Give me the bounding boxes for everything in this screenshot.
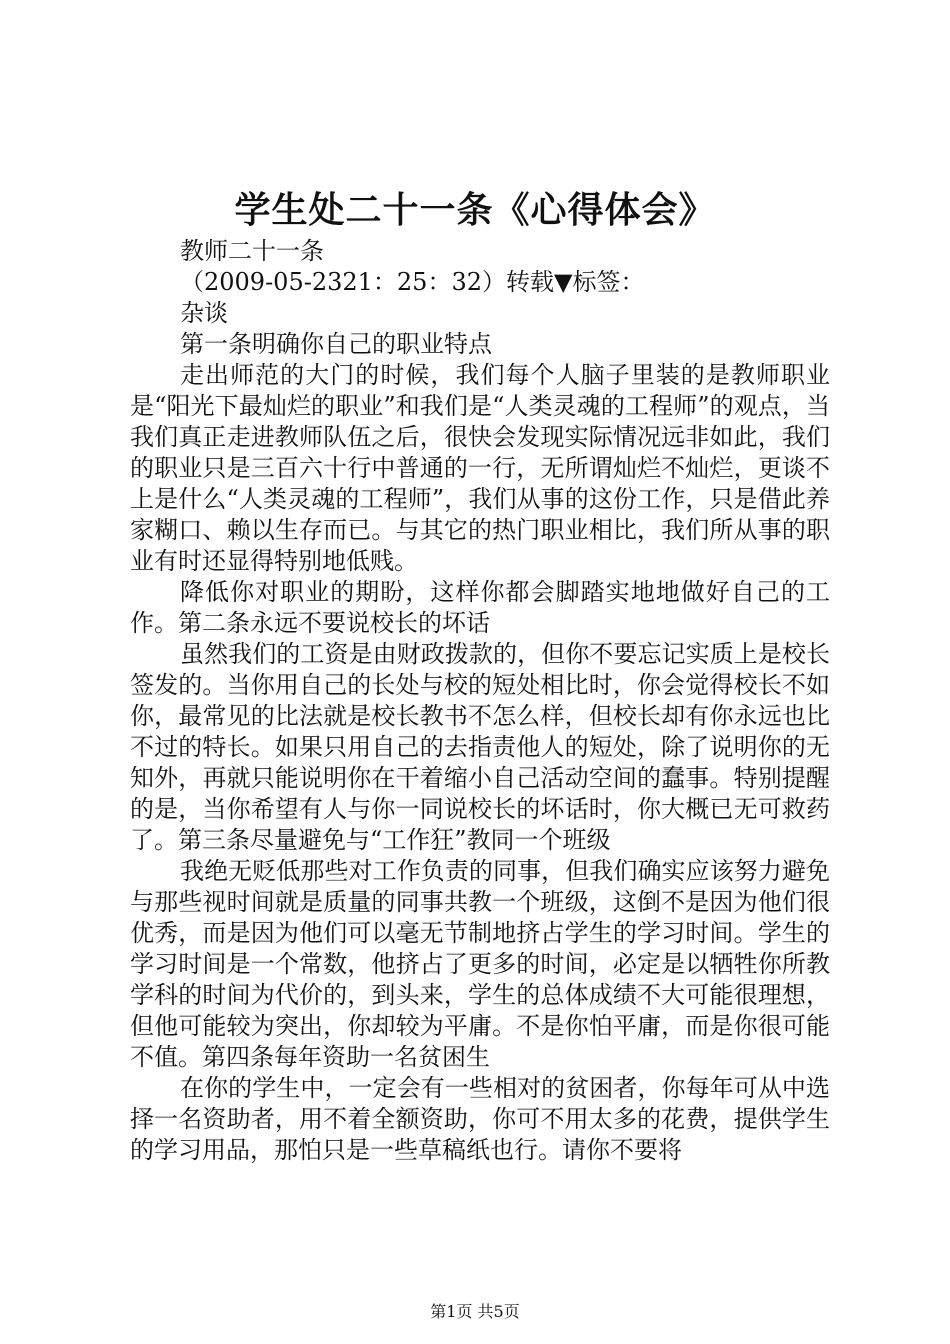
header-line: （2009-05-2321：25：32）转载▼标签： — [180, 268, 645, 296]
header-line: 杂谈 — [180, 299, 228, 327]
paragraph: 在你的学生中，一定会有一些相对的贫困者，你每年可从中选择一名资助者，用不着全额资助，你可不用太多的花费，提供学生的学习用品，那怕只是一些草稿纸也行。请你不要将 — [130, 1074, 830, 1164]
document-body — [130, 236, 830, 1166]
paragraph: 我绝无贬低那些对工作负责的同事，但我们确实应该努力避免与那些视时间就是质量的同事共教一个班级，这倒不是因为他们很优秀，而是因为他们可以毫无节制地挤占学生的学习时间。学生的学习时间是一个常数，他挤占了更多的时间，必定是以牺牲你所教学科的时间为代价的，到头来，学生的总体成绩不大可能很理想，但他可能较为突出，你却较为平庸。不是你怕平庸，而是你很可能不值。第四条每年资助一名贫困生 — [130, 857, 830, 1071]
header-line: 教师二十一条 — [180, 237, 324, 265]
document-title: 学生处二十一条《心得体会》 — [234, 189, 716, 231]
page-footer: 第1页 共5页 — [430, 1302, 520, 1321]
paragraph: 虽然我们的工资是由财政拨款的，但你不要忘记实质上是校长签发的。当你用自己的长处与校的短处相比时，你会觉得校长不如你，最常见的比法就是校长教书不怎么样，但校长却有你永远也比不过的特长。如果只用自己的去指责他人的短处，除了说明你的无知外，再就只能说明你在干着缩小自己活动空间的蠢事。特别提醒的是，当你希望有人与你一同说校长的坏话时，你大概已无可救药了。第三条尽量避免与“工作狂”教同一个班级 — [130, 640, 830, 854]
header-line: 第一条明确你自己的职业特点 — [180, 330, 492, 358]
paragraph: 降低你对职业的期盼，这样你都会脚踏实地地做好自己的工作。第二条永远不要说校长的坏话 — [130, 578, 830, 637]
paragraph: 走出师范的大门的时候，我们每个人脑子里装的是教师职业是“阳光下最灿烂的职业”和我们是“人类灵魂的工程师”的观点，当我们真正走进教师队伍之后，很快会发现实际情况远非如此，我们的职业只是三百六十行中普通的一行，无所谓灿烂不灿烂，更谈不上是什么“人类灵魂的工程师”，我们从事的这份工作，只是借此养家糊口、赖以生存而已。与其它的热门职业相比，我们所从事的职业有时还显得特别地低贱。 — [130, 361, 830, 575]
